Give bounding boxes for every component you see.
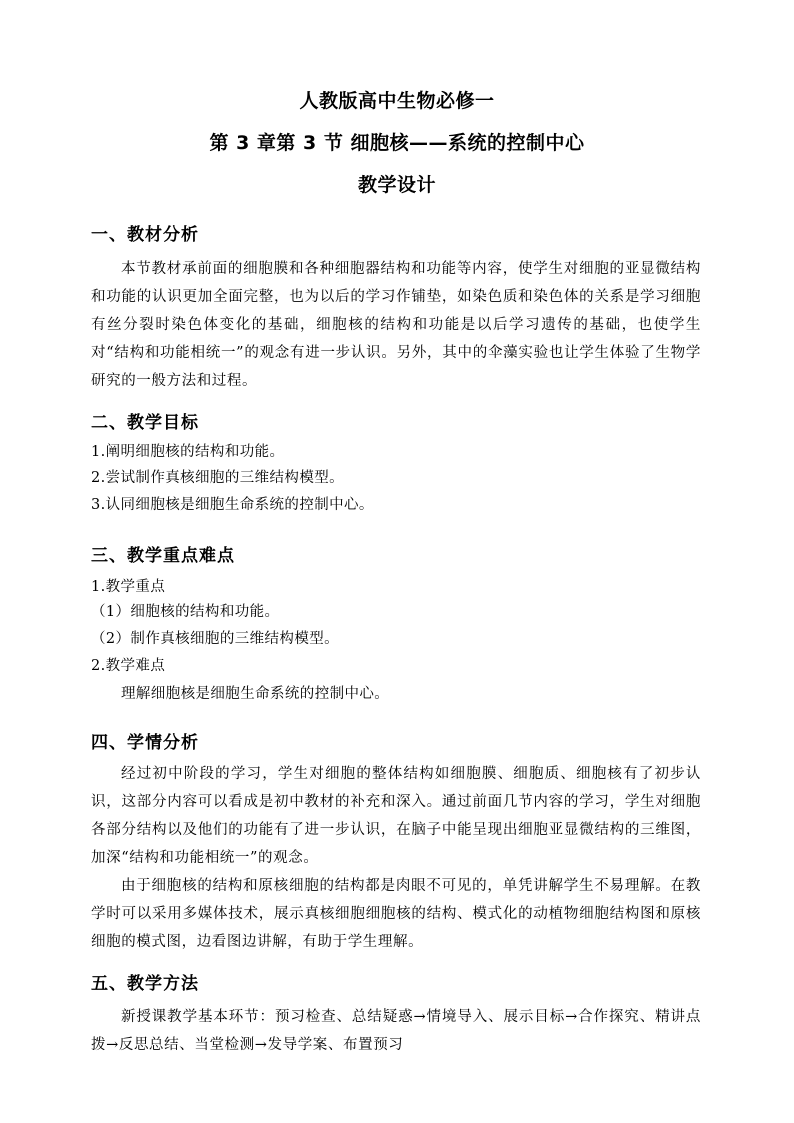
document-title: 人教版高中生物必修一: [299, 90, 495, 112]
section-heading-textbook-analysis: 一、教材分析: [91, 225, 199, 245]
paragraph-teaching-methods: 新授课教学基本环节：预习检查、总结疑惑→情境导入、展示目标→合作探究、精讲点拨→反思总结、当堂检测→发导学案、布置预习: [91, 1009, 701, 1053]
paragraph-student-analysis-1: 经过初中阶段的学习，学生对细胞的整体结构如细胞膜、细胞质、细胞核有了初步认识，这部分内容可以看成是初中教材的补充和深入。通过前面几节内容的学习，学生对细胞各部分结构以及他们的功能有了进一步认识，在脑子中能呈现出细胞亚显微结构的三维图，加深“结构和功能相统一”的观念。: [91, 766, 701, 866]
paragraph-student-analysis-2: 由于细胞核的结构和原核细胞的结构都是肉眼不可见的，单凭讲解学生不易理解。在教学时可以采用多媒体技术，展示真核细胞细胞核的结构、模式化的动植物细胞结构图和原核细胞的模式图，边看图边讲解，有助于学生理解。: [91, 878, 701, 950]
list-item: （1）细胞核的结构和功能。: [91, 604, 280, 620]
list-item: （2）制作真核细胞的三维结构模型。: [91, 631, 340, 647]
section-heading-key-points: 三、教学重点难点: [91, 546, 235, 566]
section-heading-student-analysis: 四、学情分析: [91, 733, 199, 753]
chapter-title: 第 3 章第 3 节 细胞核——系统的控制中心: [209, 132, 585, 154]
difficulty-text: 理解细胞核是细胞生命系统的控制中心。: [121, 686, 390, 702]
difficulty-label: 2.教学难点: [91, 658, 166, 674]
section-heading-teaching-methods: 五、教学方法: [91, 974, 199, 994]
list-item: 3.认同细胞核是细胞生命系统的控制中心。: [91, 497, 374, 513]
section-heading-teaching-goals: 二、教学目标: [91, 413, 199, 433]
list-item: 2.尝试制作真核细胞的三维结构模型。: [91, 470, 345, 486]
document-subtitle: 教学设计: [357, 174, 436, 196]
list-item: 1.阐明细胞核的结构和功能。: [91, 444, 285, 460]
paragraph-textbook-analysis: 本节教材承前面的细胞膜和各种细胞器结构和功能等内容，使学生对细胞的亚显微结构和功能的认识更加全面完整，也为以后的学习作铺垫，如染色质和染色体的关系是学习细胞有丝分裂时染色体变化的基础，细胞核的结构和功能是以后学习遗传的基础，也使学生对“结构和功能相统一”的观念有进一步认识。另外，其中的伞藻实验也让学生体验了生物学研究的一般方法和过程。: [91, 261, 701, 389]
key-points-label: 1.教学重点: [91, 579, 166, 595]
